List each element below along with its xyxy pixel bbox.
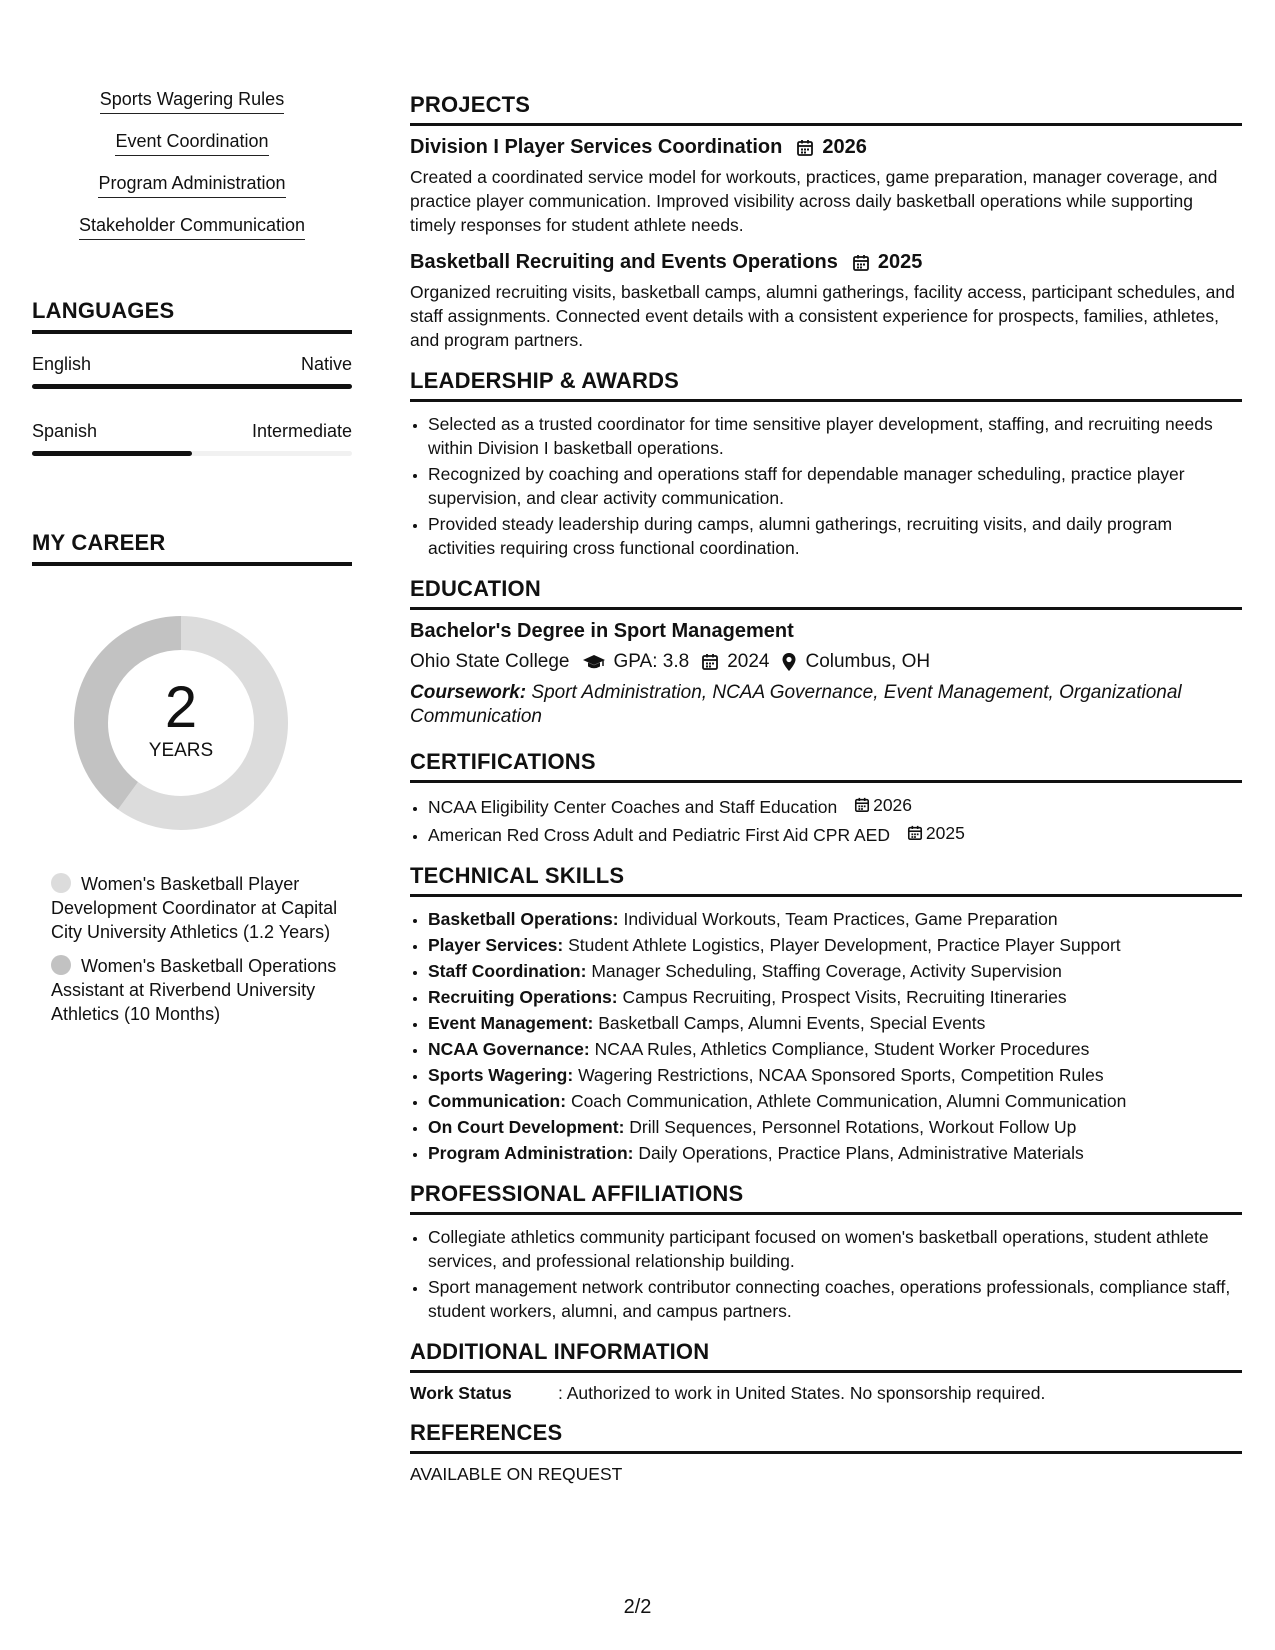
career-entry-text: Women's Basketball Operations Assistant at Riverbend University Athletics (10 Months) — [51, 956, 337, 1024]
languages-heading: LANGUAGES — [32, 298, 352, 334]
affiliations-list — [410, 1225, 1242, 1323]
project-description: Organized recruiting visits, basketball camps, alumni gatherings, facility access, participant schedules, and staff assignments. Connected event details with a consistent experience for prospects, families, athletes, and program partners. — [410, 282, 1235, 350]
coursework-label: Coursework: — [410, 682, 527, 703]
coursework-list: Sport Administration, NCAA Governance, Event Management, Organizational Communication — [410, 682, 1182, 727]
skill-list-item — [428, 907, 1242, 931]
degree-title: Bachelor's Degree in Sport Management — [410, 620, 794, 642]
education-section — [410, 576, 1242, 729]
skill-category: Recruiting Operations: — [428, 987, 618, 1007]
graduation-cap-icon — [582, 653, 606, 671]
skill-values: Daily Operations, Practice Plans, Administrative Materials — [638, 1143, 1084, 1163]
career-total-years: 2 — [164, 675, 198, 740]
career-legend-item — [51, 954, 352, 1026]
project-title: Division I Player Services Coordination — [410, 136, 783, 158]
references-text: AVAILABLE ON REQUEST — [410, 1464, 623, 1484]
skill-category: On Court Development: — [428, 1117, 625, 1137]
skill-tag: Stakeholder Communication — [79, 215, 305, 240]
language-bar — [32, 451, 352, 456]
skill-category: Program Administration: — [428, 1143, 634, 1163]
skill-list-item — [428, 1141, 1242, 1165]
project-description: Created a coordinated service model for workouts, practices, game preparation, manager coverage, and practice player communication. Improved visibility across daily basketball operations while supporting timely responses for student athlete needs. — [410, 167, 1218, 235]
education-heading: EDUCATION — [410, 576, 1242, 610]
skill-category: NCAA Governance: — [428, 1039, 590, 1059]
projects-section — [410, 92, 1242, 352]
skill-tags — [32, 82, 352, 250]
list-item — [428, 821, 1242, 847]
language-row — [32, 354, 352, 375]
additional-info-section — [410, 1339, 1242, 1404]
work-status-value: : Authorized to work in United States. No sponsorship required. — [558, 1383, 1046, 1403]
additional-info-heading: ADDITIONAL INFORMATION — [410, 1339, 1242, 1373]
project-title: Basketball Recruiting and Events Operations — [410, 251, 838, 273]
project-date — [852, 251, 923, 274]
career-donut-chart — [66, 608, 296, 838]
legend-dot — [51, 873, 71, 893]
list-item: • Provided steady leadership during camps, alumni gatherings, recruiting visits, and daily program activities requiring cross functional coordination. — [428, 512, 1242, 560]
career-section — [32, 530, 352, 1026]
references-heading: REFERENCES — [410, 1420, 1242, 1454]
technical-skills-section — [410, 863, 1242, 1165]
work-status-row — [410, 1383, 1242, 1404]
education-meta — [410, 651, 1242, 673]
calendar-icon — [796, 139, 814, 157]
certification-year: 2025 — [925, 823, 965, 843]
donut-center — [66, 675, 296, 762]
affiliations-section — [410, 1181, 1242, 1323]
project-title-row — [410, 136, 1242, 159]
location: Columbus, OH — [805, 651, 931, 672]
skill-list-item — [428, 985, 1242, 1009]
skill-values: Manager Scheduling, Staffing Coverage, Activity Supervision — [591, 961, 1062, 981]
calendar-icon — [907, 825, 923, 841]
skill-values: Coach Communication, Athlete Communication, Alumni Communication — [570, 1091, 1127, 1111]
skill-list-item — [428, 1011, 1242, 1035]
certification-name: NCAA Eligibility Center Coaches and Staff Education — [428, 797, 838, 817]
career-heading: MY CAREER — [32, 530, 352, 566]
certification-name: American Red Cross Adult and Pediatric First Aid CPR AED — [428, 825, 890, 845]
career-legend-item — [51, 872, 352, 944]
project-date — [796, 136, 867, 159]
skill-category: Sports Wagering: — [428, 1065, 574, 1085]
project-year: 2026 — [822, 136, 867, 158]
certifications-section — [410, 749, 1242, 847]
skill-values: NCAA Rules, Athletics Compliance, Student Worker Procedures — [594, 1039, 1090, 1059]
skill-list-item — [428, 1063, 1242, 1087]
skill-category: Basketball Operations: — [428, 909, 619, 929]
project-title-row — [410, 251, 1242, 274]
skill-list-item — [428, 933, 1242, 957]
skill-tag: Sports Wagering Rules — [100, 89, 284, 114]
location-pin-icon — [781, 652, 797, 672]
skill-list-item — [428, 1089, 1242, 1113]
coursework — [410, 681, 1242, 729]
technical-skills-list — [410, 907, 1242, 1165]
certifications-list — [410, 793, 1242, 847]
language-bar — [32, 384, 352, 389]
list-item: • Collegiate athletics community participant focused on women's basketball operations, student athlete services, and professional relationship building. — [428, 1225, 1242, 1273]
skill-tag: Program Administration — [98, 173, 285, 198]
certification-date — [907, 821, 965, 845]
leadership-section — [410, 368, 1242, 560]
language-bar-fill — [32, 451, 192, 456]
career-entry-text: Women's Basketball Player Development Coordinator at Capital City University Athletics (1.2 Years) — [51, 874, 338, 942]
main-content — [410, 92, 1242, 1485]
career-legend — [51, 872, 352, 1026]
skill-category: Player Services: — [428, 935, 564, 955]
career-total-unit: YEARS — [148, 740, 214, 761]
graduation-year: 2024 — [727, 651, 770, 672]
work-status-label: Work Status — [410, 1383, 512, 1403]
leadership-heading: LEADERSHIP & AWARDS — [410, 368, 1242, 402]
gpa: GPA: 3.8 — [613, 651, 690, 672]
language-bar-fill — [32, 384, 352, 389]
skill-category: Staff Coordination: — [428, 961, 587, 981]
sidebar — [32, 82, 352, 1036]
skill-values: Drill Sequences, Personnel Rotations, Workout Follow Up — [629, 1117, 1077, 1137]
skill-list-item — [428, 959, 1242, 983]
skill-category: Communication: — [428, 1091, 567, 1111]
page-number: 2/2 — [623, 1596, 652, 1618]
school-name: Ohio State College — [410, 651, 570, 672]
skill-tag: Event Coordination — [115, 131, 268, 156]
certification-date — [854, 793, 912, 817]
skill-values: Wagering Restrictions, NCAA Sponsored Sports, Competition Rules — [578, 1065, 1104, 1085]
language-name: English — [32, 354, 92, 374]
project-year: 2025 — [877, 251, 923, 273]
list-item — [428, 793, 1242, 819]
skill-values: Basketball Camps, Alumni Events, Special Events — [598, 1013, 986, 1033]
skill-values: Student Athlete Logistics, Player Development, Practice Player Support — [568, 935, 1121, 955]
skill-list-item — [428, 1115, 1242, 1139]
language-level: Intermediate — [251, 421, 352, 441]
skill-values: Individual Workouts, Team Practices, Game Preparation — [623, 909, 1058, 929]
calendar-icon — [701, 653, 719, 671]
skill-category: Event Management: — [428, 1013, 594, 1033]
references-section — [410, 1420, 1242, 1485]
skill-list-item — [428, 1037, 1242, 1061]
list-item: • Sport management network contributor connecting coaches, operations professionals, compliance staff, student workers, alumni, and campus partners. — [428, 1275, 1242, 1323]
language-name: Spanish — [32, 421, 98, 441]
language-row — [32, 421, 352, 442]
leadership-list — [410, 412, 1242, 560]
languages-section — [32, 298, 352, 456]
skill-values: Campus Recruiting, Prospect Visits, Recruiting Itineraries — [622, 987, 1067, 1007]
technical-skills-heading: TECHNICAL SKILLS — [410, 863, 1242, 897]
certifications-heading: CERTIFICATIONS — [410, 749, 1242, 783]
affiliations-heading: PROFESSIONAL AFFILIATIONS — [410, 1181, 1242, 1215]
calendar-icon — [854, 797, 870, 813]
calendar-icon — [852, 254, 870, 272]
list-item: • Recognized by coaching and operations staff for dependable manager scheduling, practice player supervision, and clear activity communication. — [428, 462, 1242, 510]
legend-dot — [51, 955, 71, 975]
projects-heading: PROJECTS — [410, 92, 1242, 126]
certification-year: 2026 — [873, 795, 913, 815]
list-item: • Selected as a trusted coordinator for time sensitive player development, staffing, and recruiting needs within Division I basketball operations. — [428, 412, 1242, 460]
language-level: Native — [300, 354, 352, 374]
